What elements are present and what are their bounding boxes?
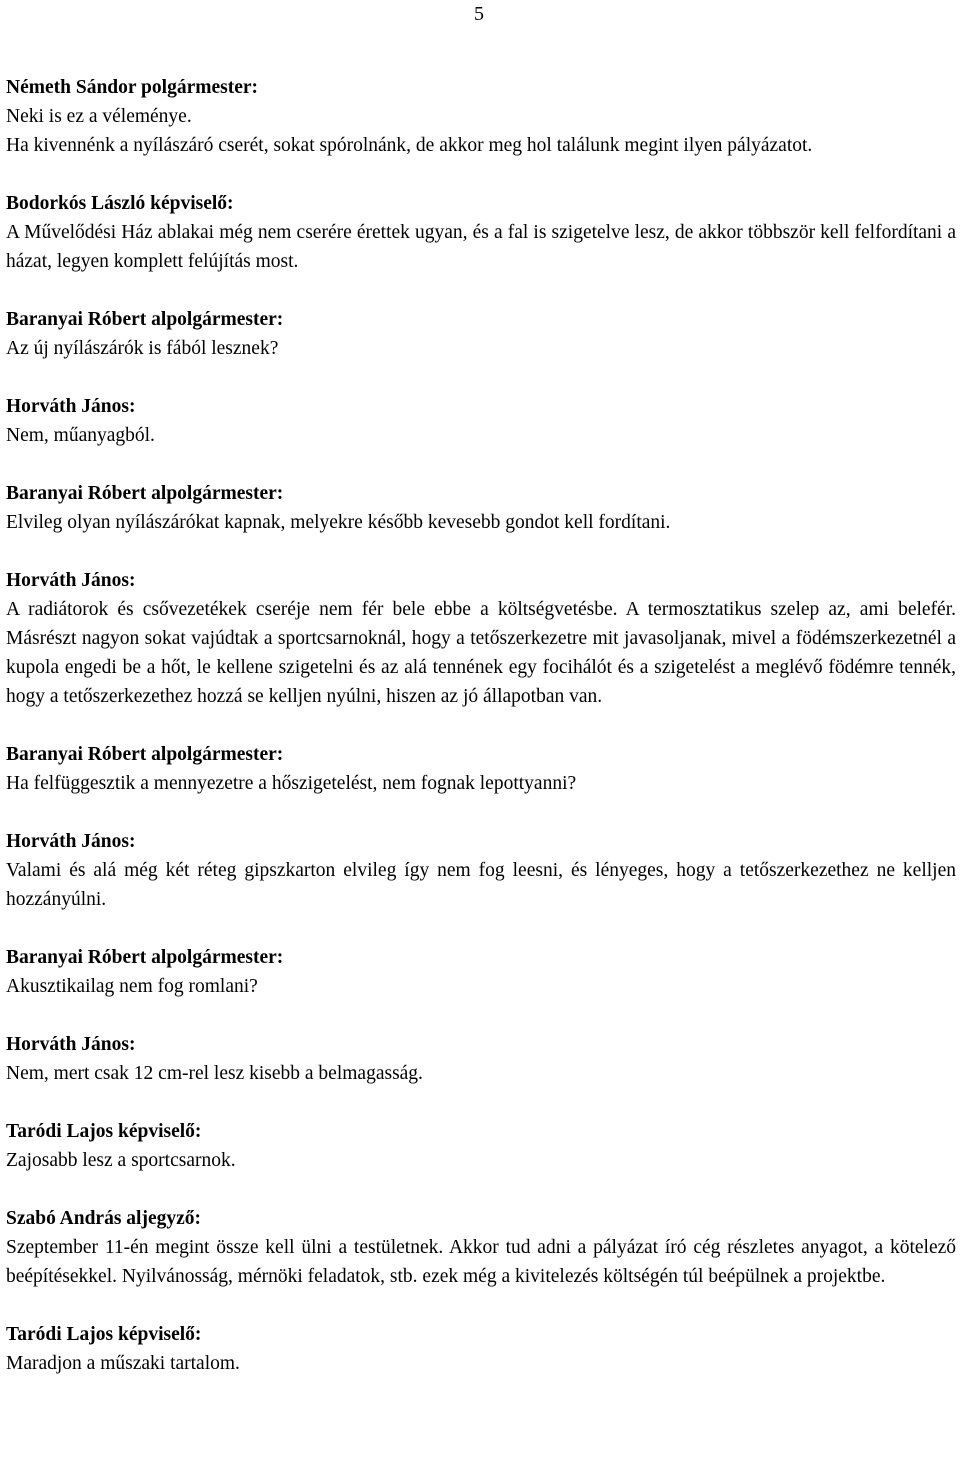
statement-text bbox=[6, 1059, 956, 1088]
statement-block bbox=[6, 1117, 956, 1175]
statement-paragraph: Akusztikailag nem fog romlani? bbox=[6, 976, 258, 997]
statement-paragraph: Maradjon a műszaki tartalom. bbox=[6, 1353, 240, 1374]
statement-text bbox=[6, 1233, 956, 1291]
statement-block bbox=[6, 1204, 956, 1291]
statement-block bbox=[6, 943, 956, 1001]
speaker-name: Baranyai Róbert alpolgármester: bbox=[6, 947, 284, 968]
speaker-name: Horváth János: bbox=[6, 831, 136, 852]
statement-block bbox=[6, 827, 956, 914]
statement-paragraph: Neki is ez a véleménye. bbox=[6, 106, 192, 127]
statement-paragraph: A Művelődési Ház ablakai még nem cserére érettek ugyan, és a fal is szigetelve lesz, de akkor többször kell felfordítani a házat, legyen komplett felújítás most. bbox=[6, 222, 956, 272]
statement-text bbox=[6, 856, 956, 914]
statement-block bbox=[6, 740, 956, 798]
statement-text bbox=[6, 1146, 956, 1175]
statement-paragraph: Nem, műanyagból. bbox=[6, 425, 155, 446]
statement-paragraph: A radiátorok és csővezetékek cseréje nem fér bele ebbe a költségvetésbe. A termosztatikus szelep az, ami belefér. Másrészt nagyon sokat vajúdtak a sportcsarnoknál, hogy a tetőszerkezetre mit javasoljanak, mivel a födémszerkezetnél a kupola engedi be a hőt, le kellene szigetelni és az alá tennének egy focihálót és a szigetelést a meglévő födémre tennék, hogy a tetőszerkezethez hozzá se kelljen nyúlni, hiszen az jó állapotban van. bbox=[6, 599, 956, 707]
statement-paragraph: Az új nyílászárók is fából lesznek? bbox=[6, 338, 279, 359]
minutes-body bbox=[6, 73, 956, 1407]
statement-block bbox=[6, 1320, 956, 1378]
statement-text bbox=[6, 218, 956, 276]
statement-block bbox=[6, 305, 956, 363]
statement-paragraph: Nem, mert csak 12 cm-rel lesz kisebb a belmagasság. bbox=[6, 1063, 423, 1084]
statement-block bbox=[6, 566, 956, 711]
speaker-name: Horváth János: bbox=[6, 1034, 136, 1055]
statement-block bbox=[6, 73, 956, 160]
statement-text bbox=[6, 334, 956, 363]
statement-paragraph: Elvileg olyan nyílászárókat kapnak, melyekre később kevesebb gondot kell fordítani. bbox=[6, 512, 671, 533]
statement-block bbox=[6, 479, 956, 537]
speaker-name: Németh Sándor polgármester: bbox=[6, 77, 259, 98]
statement-paragraph: Szeptember 11-én megint össze kell ülni a testületnek. Akkor tud adni a pályázat író cég részletes anyagot, a kötelező beépítésekkel. Nyilvánosság, mérnöki feladatok, stb. ezek még a kivitelezés költségén túl beépülnek a projektbe. bbox=[6, 1237, 956, 1287]
statement-text bbox=[6, 102, 956, 160]
statement-block bbox=[6, 1030, 956, 1088]
speaker-name: Bodorkós László képviselő: bbox=[6, 193, 234, 214]
speaker-name: Baranyai Róbert alpolgármester: bbox=[6, 744, 284, 765]
speaker-name: Taródi Lajos képviselő: bbox=[6, 1121, 202, 1142]
page-number: 5 bbox=[474, 3, 484, 25]
statement-block bbox=[6, 189, 956, 276]
statement-text bbox=[6, 421, 956, 450]
speaker-name: Taródi Lajos képviselő: bbox=[6, 1324, 202, 1345]
speaker-name: Horváth János: bbox=[6, 396, 136, 417]
statement-block bbox=[6, 392, 956, 450]
statement-text bbox=[6, 595, 956, 711]
statement-text bbox=[6, 508, 956, 537]
speaker-name: Baranyai Róbert alpolgármester: bbox=[6, 483, 284, 504]
statement-paragraph: Ha felfüggesztik a mennyezetre a hőszigetelést, nem fognak lepottyanni? bbox=[6, 773, 577, 794]
statement-text bbox=[6, 769, 956, 798]
statement-paragraph: Valami és alá még két réteg gipszkarton elvileg így nem fog leesni, és lényeges, hogy a tetőszerkezethez ne kelljen hozzányúlni. bbox=[6, 860, 956, 910]
speaker-name: Baranyai Róbert alpolgármester: bbox=[6, 309, 284, 330]
statement-text bbox=[6, 1349, 956, 1378]
speaker-name: Szabó András aljegyző: bbox=[6, 1208, 201, 1229]
statement-paragraph: Ha kivennénk a nyílászáró cserét, sokat spórolnánk, de akkor meg hol találunk megint ilyen pályázatot. bbox=[6, 135, 813, 156]
statement-text bbox=[6, 972, 956, 1001]
statement-paragraph: Zajosabb lesz a sportcsarnok. bbox=[6, 1150, 236, 1171]
speaker-name: Horváth János: bbox=[6, 570, 136, 591]
